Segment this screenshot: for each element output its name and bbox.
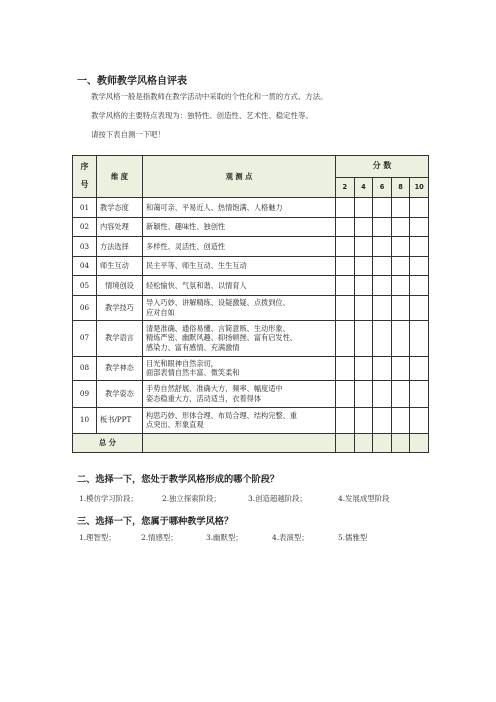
score-cell[interactable] bbox=[391, 276, 410, 296]
score-cell[interactable] bbox=[354, 380, 373, 407]
table-row bbox=[73, 237, 429, 257]
score-cell[interactable] bbox=[373, 295, 392, 320]
observation-line: 目光和眼神自然亲切， bbox=[146, 358, 218, 368]
observation-line: 多样性、灵活性、创造性 bbox=[146, 241, 226, 251]
section-3-title: 三、选择一下，您属于哪种教学风格？ bbox=[77, 516, 234, 527]
total-score-cell[interactable] bbox=[336, 433, 355, 452]
row-observation bbox=[143, 217, 336, 237]
row-dimension: 教学语言 bbox=[97, 320, 143, 356]
row-number: 10 bbox=[73, 407, 97, 433]
intro-paragraph-3: 请按下表自测一下吧！ bbox=[91, 130, 165, 139]
score-cell[interactable] bbox=[410, 295, 429, 320]
score-cell[interactable] bbox=[336, 407, 355, 433]
row-observation bbox=[143, 320, 336, 356]
style-option-5[interactable]: 5.儒雅型 bbox=[338, 533, 368, 542]
score-cell[interactable] bbox=[373, 407, 392, 433]
score-cell[interactable] bbox=[373, 356, 392, 380]
score-cell[interactable] bbox=[336, 237, 355, 257]
score-cell[interactable] bbox=[373, 380, 392, 407]
table-row bbox=[73, 198, 429, 218]
observation-line: 清楚准确、通俗易懂、言简意赅、生动形象、 bbox=[146, 323, 290, 333]
row-number: 07 bbox=[73, 320, 97, 356]
total-row bbox=[73, 433, 429, 452]
score-cell[interactable] bbox=[410, 276, 429, 296]
row-observation bbox=[143, 407, 336, 433]
score-cell[interactable] bbox=[336, 295, 355, 320]
score-cell[interactable] bbox=[391, 320, 410, 356]
style-option-3[interactable]: 3.幽默型； bbox=[206, 533, 243, 542]
header-seq-bottom: 号 bbox=[80, 180, 89, 189]
score-level-4: 4 bbox=[354, 178, 373, 198]
section-2-title: 二、选择一下，您处于教学风格形成的哪个阶段？ bbox=[77, 474, 280, 485]
score-cell[interactable] bbox=[410, 256, 429, 276]
score-level-10: 10 bbox=[410, 178, 429, 198]
score-cell[interactable] bbox=[354, 237, 373, 257]
score-cell[interactable] bbox=[391, 380, 410, 407]
total-label: 总 分 bbox=[73, 433, 143, 452]
score-cell[interactable] bbox=[336, 276, 355, 296]
score-cell[interactable] bbox=[373, 217, 392, 237]
row-dimension: 教学技巧 bbox=[97, 295, 143, 320]
row-dimension: 板书/PPT bbox=[97, 407, 143, 433]
table-row bbox=[73, 217, 429, 237]
row-number: 02 bbox=[73, 217, 97, 237]
score-cell[interactable] bbox=[354, 256, 373, 276]
score-cell[interactable] bbox=[410, 356, 429, 380]
stage-option-4[interactable]: 4.发展成型阶段 bbox=[338, 494, 390, 503]
score-cell[interactable] bbox=[354, 320, 373, 356]
total-score-cell[interactable] bbox=[391, 433, 410, 452]
row-dimension: 师生互动 bbox=[97, 256, 143, 276]
table-row bbox=[73, 356, 429, 380]
score-cell[interactable] bbox=[410, 237, 429, 257]
row-dimension: 教学神态 bbox=[97, 356, 143, 380]
score-cell[interactable] bbox=[391, 198, 410, 218]
score-cell[interactable] bbox=[373, 320, 392, 356]
observation-line: 和蔼可亲、平易近人、热情饱满、人格魅力 bbox=[146, 202, 283, 212]
score-cell[interactable] bbox=[391, 217, 410, 237]
row-number: 05 bbox=[73, 276, 97, 296]
observation-line: 精炼严密、幽默风趣、抑扬顿挫、富有启发性、 bbox=[146, 333, 297, 343]
score-level-6: 6 bbox=[373, 178, 392, 198]
stage-options bbox=[0, 493, 496, 505]
row-number: 01 bbox=[73, 198, 97, 218]
intro-paragraph-1: 教学风格一般是指教师在教学活动中采取的个性化和一贯的方式、方法。 bbox=[91, 92, 328, 101]
observation-line: 新颖性、趣味性、独创性 bbox=[146, 222, 226, 231]
observation-line: 点突出、形象直观 bbox=[146, 420, 204, 429]
total-observation-cell bbox=[143, 433, 336, 452]
score-cell[interactable] bbox=[336, 380, 355, 407]
score-cell[interactable] bbox=[410, 320, 429, 356]
score-cell[interactable] bbox=[373, 276, 392, 296]
table-row bbox=[73, 380, 429, 407]
observation-line: 应对自如 bbox=[146, 307, 175, 317]
observation-line: 导入巧妙、讲解精练、设疑激疑、点拨到位、 bbox=[146, 298, 290, 307]
row-dimension: 教学姿态 bbox=[97, 380, 143, 407]
observation-line: 构思巧妙、形体合理、布局合理、结构完整、重 bbox=[146, 410, 297, 420]
score-cell[interactable] bbox=[354, 276, 373, 296]
row-observation bbox=[143, 256, 336, 276]
stage-option-2[interactable]: 2.独立探索阶段； bbox=[162, 494, 221, 503]
row-observation bbox=[143, 356, 336, 380]
row-observation bbox=[143, 295, 336, 320]
score-cell[interactable] bbox=[336, 217, 355, 237]
table-row bbox=[73, 276, 429, 296]
style-options bbox=[0, 532, 496, 544]
stage-option-1[interactable]: 1.模仿学习阶段； bbox=[79, 494, 138, 503]
observation-line: 手势自然舒展、准确大方，频率、幅度适中 bbox=[146, 384, 283, 393]
total-score-cell[interactable] bbox=[373, 433, 392, 452]
row-number: 03 bbox=[73, 237, 97, 257]
table-row bbox=[73, 256, 429, 276]
score-level-8: 8 bbox=[391, 178, 410, 198]
table-row bbox=[73, 407, 429, 433]
score-cell[interactable] bbox=[354, 198, 373, 218]
score-cell[interactable] bbox=[391, 407, 410, 433]
header-seq bbox=[73, 156, 97, 198]
header-points: 观 测 点 bbox=[143, 156, 336, 198]
observation-line: 姿态稳重大方，活动适当，衣着得体 bbox=[146, 393, 262, 403]
score-cell[interactable] bbox=[336, 356, 355, 380]
row-number: 06 bbox=[73, 295, 97, 320]
score-cell[interactable] bbox=[373, 198, 392, 218]
style-option-4[interactable]: 4.表演型； bbox=[272, 533, 309, 542]
score-cell[interactable] bbox=[354, 356, 373, 380]
score-cell[interactable] bbox=[410, 380, 429, 407]
row-observation bbox=[143, 276, 336, 296]
row-dimension: 方法选择 bbox=[97, 237, 143, 257]
table-row bbox=[73, 320, 429, 356]
score-level-2: 2 bbox=[336, 178, 355, 198]
intro-paragraph-2: 教学风格的主要特点表现为：独特性、创造性、艺术性、稳定性等。 bbox=[91, 111, 313, 120]
score-cell[interactable] bbox=[391, 256, 410, 276]
section-1-title: 一、教师教学风格自评表 bbox=[77, 76, 187, 87]
score-cell[interactable] bbox=[354, 295, 373, 320]
score-cell[interactable] bbox=[410, 407, 429, 433]
row-dimension: 教学态度 bbox=[97, 198, 143, 218]
score-cell[interactable] bbox=[336, 198, 355, 218]
header-seq-top: 序 bbox=[80, 162, 89, 172]
row-dimension: 内容处理 bbox=[97, 217, 143, 237]
header-dimension: 维 度 bbox=[97, 156, 143, 198]
score-cell[interactable] bbox=[373, 256, 392, 276]
row-observation bbox=[143, 380, 336, 407]
observation-line: 面部表情自然丰富、微笑柔和 bbox=[146, 368, 240, 377]
row-number: 08 bbox=[73, 356, 97, 380]
row-number: 04 bbox=[73, 256, 97, 276]
style-option-2[interactable]: 2.情感型； bbox=[141, 533, 178, 542]
score-cell[interactable] bbox=[410, 198, 429, 218]
score-cell[interactable] bbox=[391, 356, 410, 380]
stage-option-3[interactable]: 3.创造超越阶段； bbox=[248, 494, 307, 503]
score-cell[interactable] bbox=[336, 256, 355, 276]
observation-line: 轻松愉快、气氛和谐、以情育人 bbox=[146, 280, 247, 290]
observation-line: 感染力、富有感情、充满激情 bbox=[146, 342, 240, 352]
style-option-1[interactable]: 1.理智型； bbox=[79, 533, 116, 542]
score-cell[interactable] bbox=[391, 237, 410, 257]
header-score: 分 数 bbox=[336, 156, 429, 178]
score-cell[interactable] bbox=[410, 217, 429, 237]
self-evaluation-table bbox=[72, 155, 429, 453]
row-dimension: 情境创设 bbox=[97, 276, 143, 296]
total-score-cell[interactable] bbox=[410, 433, 429, 452]
header-row-top bbox=[73, 156, 429, 178]
score-cell[interactable] bbox=[373, 237, 392, 257]
score-cell[interactable] bbox=[354, 217, 373, 237]
score-cell[interactable] bbox=[336, 320, 355, 356]
row-observation bbox=[143, 237, 336, 257]
table-row bbox=[73, 295, 429, 320]
row-number: 09 bbox=[73, 380, 97, 407]
score-cell[interactable] bbox=[391, 295, 410, 320]
observation-line: 民主平等、师生互动、生生互动 bbox=[146, 261, 247, 270]
row-observation bbox=[143, 198, 336, 218]
score-cell[interactable] bbox=[354, 407, 373, 433]
total-score-cell[interactable] bbox=[354, 433, 373, 452]
